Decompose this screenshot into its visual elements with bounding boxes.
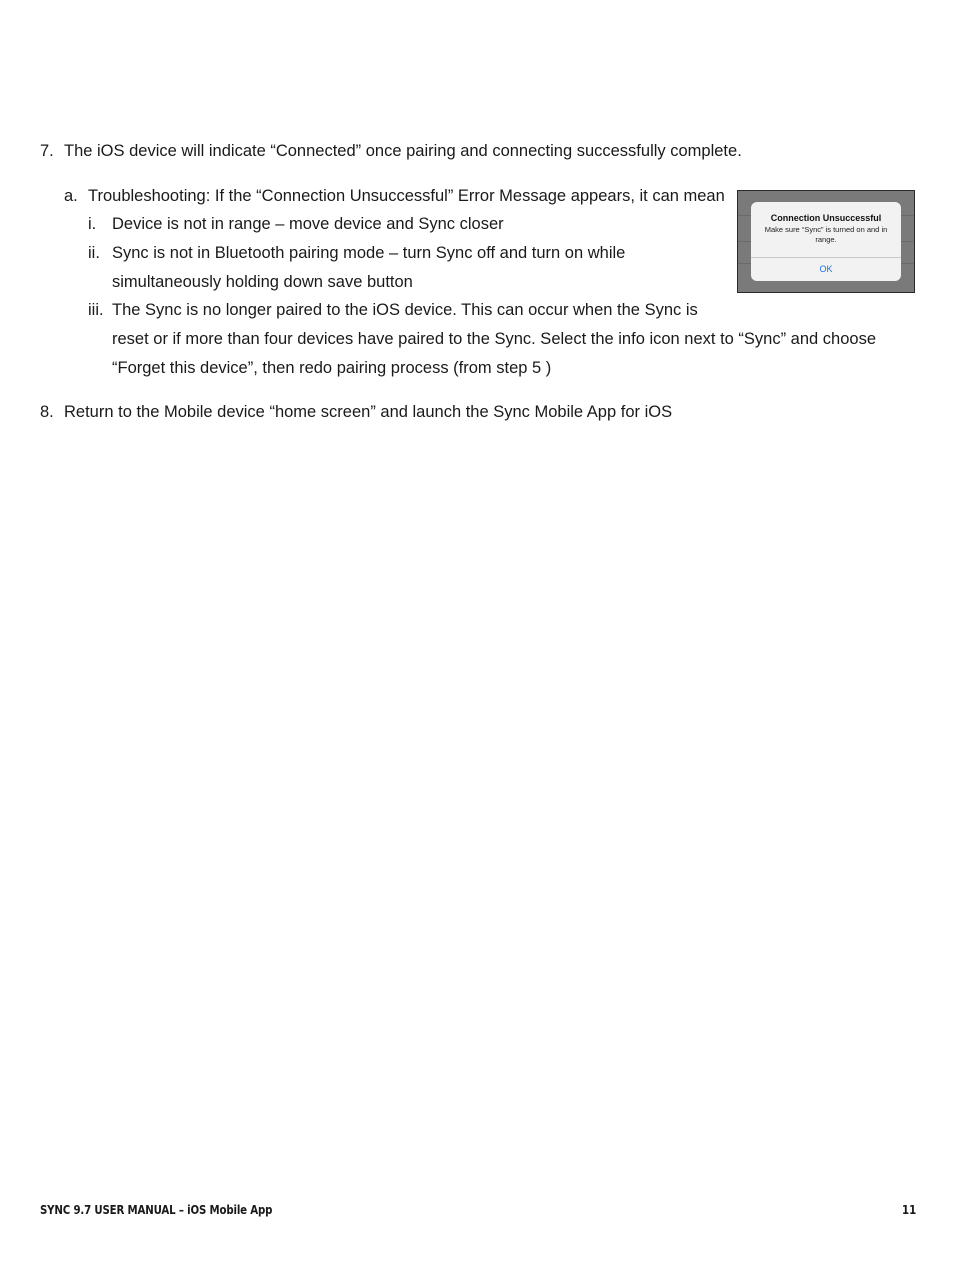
item-iii-line-3: “Forget this device”, then redo pairing process (from step 5 ): [112, 359, 552, 377]
troubleshooting-letter: a.: [64, 187, 78, 205]
alert-dialog: [751, 202, 901, 281]
dialog-ok-button: OK: [819, 264, 833, 274]
dialog-separator: [751, 257, 901, 258]
item-ii-line-1: Sync is not in Bluetooth pairing mode – turn Sync off and turn on while: [112, 244, 626, 262]
item-iii-line-2: reset or if more than four devices have paired to the Sync. Select the info icon next to “Sync” and choose: [112, 330, 877, 348]
step-8-text: Return to the Mobile device “home screen” and launch the Sync Mobile App for iOS: [64, 403, 673, 421]
step-8-number: 8.: [40, 403, 54, 421]
dialog-message: Make sure “Sync” is turned on and in range.: [764, 225, 888, 244]
item-ii-numeral: ii.: [88, 244, 100, 262]
troubleshooting-text: Troubleshooting: If the “Connection Unsuccessful” Error Message appears, it can mean: [88, 187, 725, 205]
footer-page-number: 11: [902, 1203, 917, 1217]
item-ii-line-2: simultaneously holding down save button: [112, 273, 413, 291]
step-7-number: 7.: [40, 142, 54, 160]
footer-manual-title: SYNC 9.7 USER MANUAL – iOS Mobile App: [40, 1203, 273, 1217]
connection-unsuccessful-screenshot: [737, 190, 915, 293]
item-i-numeral: i.: [88, 215, 97, 233]
step-7-text: The iOS device will indicate “Connected” once pairing and connecting successfully complete.: [64, 142, 742, 160]
item-iii-numeral: iii.: [88, 301, 104, 319]
item-i-line-1: Device is not in range – move device and Sync closer: [112, 215, 504, 233]
item-iii-line-1: The Sync is no longer paired to the iOS device. This can occur when the Sync is: [112, 301, 698, 319]
dialog-title: Connection Unsuccessful: [770, 213, 882, 223]
